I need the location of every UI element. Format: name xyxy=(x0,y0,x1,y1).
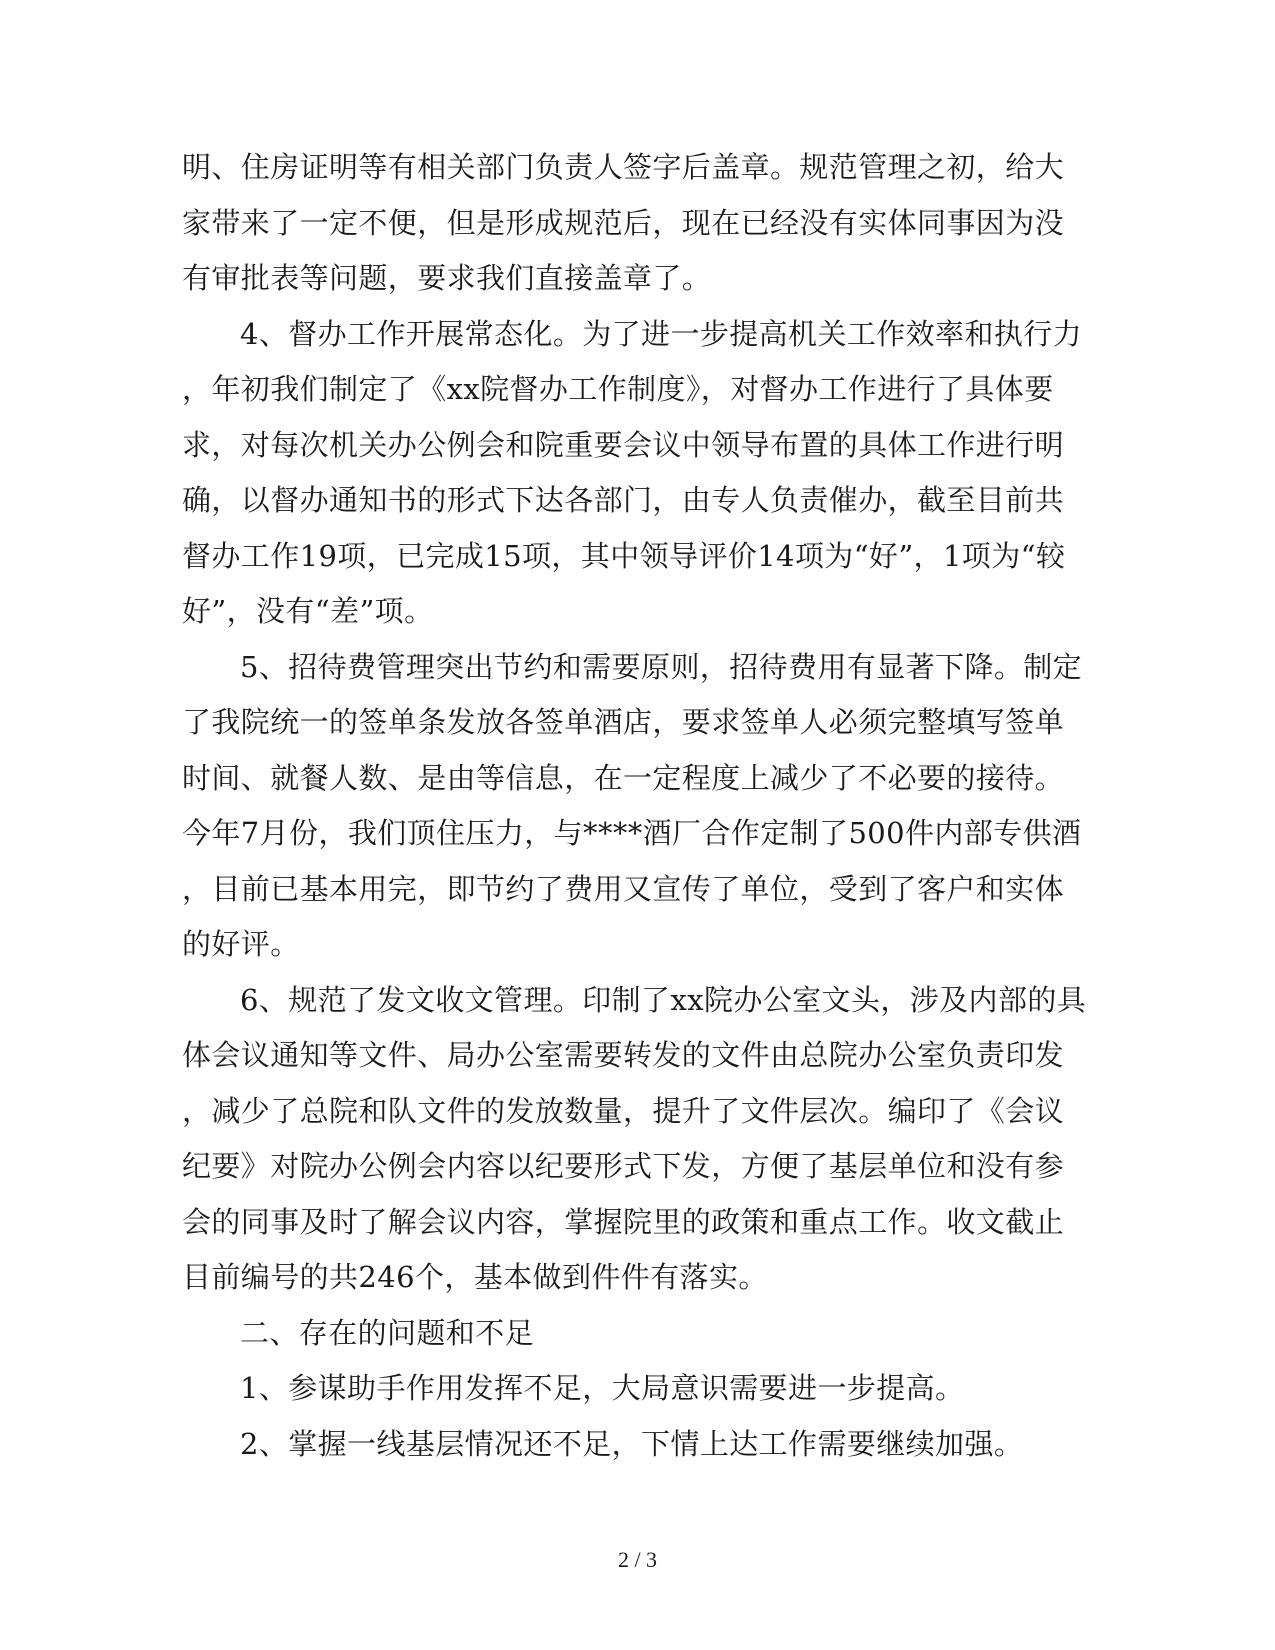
text-line: 明、住房证明等有相关部门负责人签字后盖章。规范管理之初，给大 xyxy=(182,150,1065,184)
text-line: 目前编号的共246个，基本做到件件有落实。 xyxy=(182,1260,768,1294)
text-line: 的好评。 xyxy=(182,927,300,961)
text-line: 时间、就餐人数、是由等信息，在一定程度上减少了不必要的接待。 xyxy=(182,760,1065,795)
text-line: 会的同事及时了解会议内容，掌握院里的政策和重点工作。收文截止 xyxy=(182,1204,1065,1239)
text-line: 体会议通知等文件、局办公室需要转发的文件由总院办公室负责印发 xyxy=(182,1038,1065,1072)
document-body xyxy=(182,140,1087,1472)
text-line: 家带来了一定不便，但是形成规范后，现在已经没有实体同事因为没 xyxy=(182,205,1065,240)
paragraph-start-line: 4、督办工作开展常态化。为了进一步提高机关工作效率和执行力 xyxy=(240,316,1083,351)
list-item: 2、掌握一线基层情况还不足，下情上达工作需要继续加强。 xyxy=(240,1426,1024,1461)
text-line: 了我院统一的签单条发放各签单酒店，要求签单人必须完整填写签单 xyxy=(182,705,1065,739)
list-item: 1、参谋助手作用发挥不足，大局意识需要进一步提高。 xyxy=(240,1371,965,1405)
text-line: 纪要》对院办公例会内容以纪要形式下发，方便了基层单位和没有参 xyxy=(182,1149,1065,1183)
text-line: 好”，没有“差”项。 xyxy=(182,594,434,628)
text-line: 督办工作19项，已完成15项，其中领导评价14项为“好”，1项为“较 xyxy=(182,538,1066,573)
text-line: ，减少了总院和队文件的发放数量，提升了文件层次。编印了《会议 xyxy=(182,1093,1065,1128)
text-line: ，年初我们制定了《xx院督办工作制度》，对督办工作进行了具体要 xyxy=(182,372,1054,406)
text-line: 确，以督办通知书的形式下达各部门，由专人负责催办，截至目前共 xyxy=(182,483,1065,517)
text-line: 求，对每次机关办公例会和院重要会议中领导布置的具体工作进行明 xyxy=(182,427,1065,462)
paragraph-start-line: 5、招待费管理突出节约和需要原则，招待费用有显著下降。制定 xyxy=(240,649,1083,684)
text-line: 今年7月份，我们顶住压力，与****酒厂合作定制了500件内部专供酒 xyxy=(182,816,1082,850)
paragraph-start-line: 6、规范了发文收文管理。印制了xx院办公室文头，涉及内部的具 xyxy=(240,982,1087,1017)
page-number: 2 / 3 xyxy=(617,1547,658,1572)
section-heading: 二、存在的问题和不足 xyxy=(240,1315,535,1350)
text-line: ，目前已基本用完，即节约了费用又宣传了单位，受到了客户和实体 xyxy=(182,871,1065,906)
text-line: 有审批表等问题，要求我们直接盖章了。 xyxy=(182,261,712,295)
